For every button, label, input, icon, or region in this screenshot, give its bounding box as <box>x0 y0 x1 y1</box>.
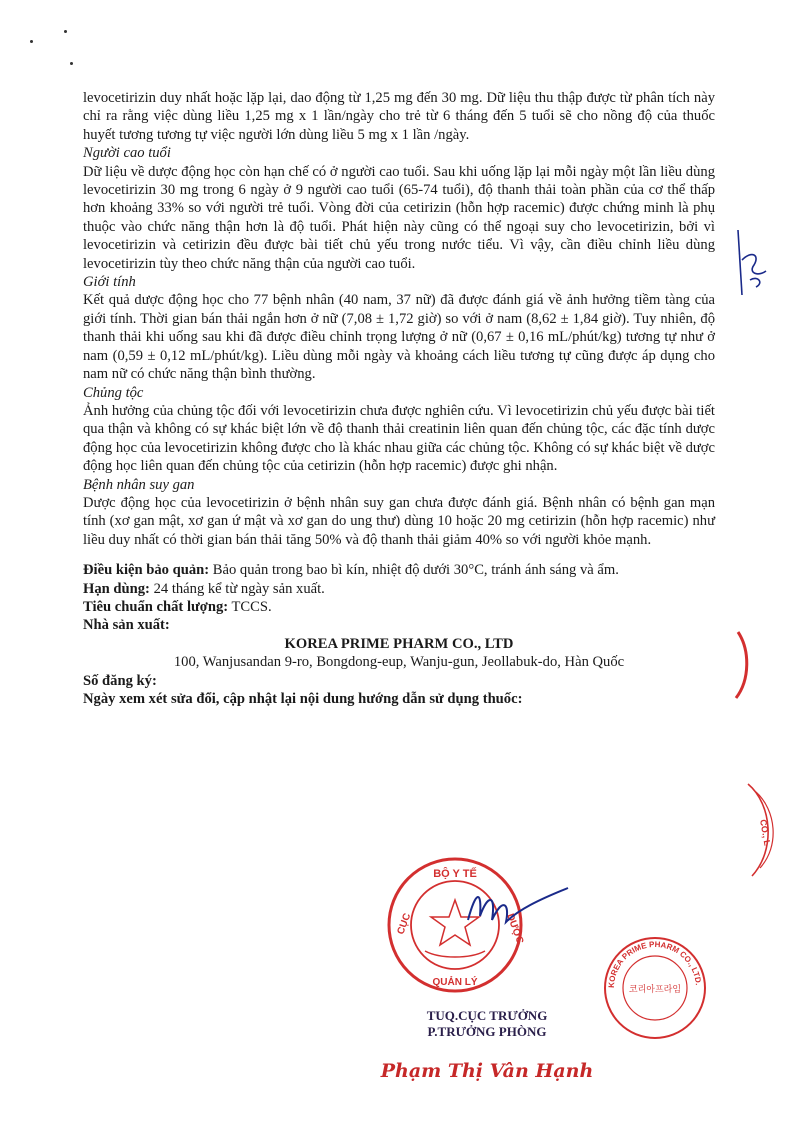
ministry-stamp-bottom: QUẢN LÝ <box>432 977 478 988</box>
edge-stamp-fragment-icon <box>730 780 790 880</box>
registration-label: Số đăng ký: <box>83 672 157 689</box>
heading-race: Chủng tộc <box>83 384 144 401</box>
heading-elderly: Người cao tuổi <box>83 145 171 162</box>
signature-title-block <box>372 1008 602 1040</box>
margin-initials-icon <box>728 225 778 305</box>
expiry-field <box>83 580 715 598</box>
document-body <box>83 89 715 708</box>
expiry-value: 24 tháng kể từ ngày sản xuất. <box>149 580 325 597</box>
paragraph-race: Ảnh hưởng của chủng tộc đối với levocetirizin chưa được nghiên cứu. Vì levocetirizin chủ yếu được bài tiết qua thận và không có sự khác biệt lớn về độ thanh thải creatinin liên quan đến chủng tộc, các đặc tính dược động học của levocetirizin không được cho là khác nhau giữa các chủng tộc. Không có sự khác biệt về dược động học liên quan đến chủng tộc của cetirizin (hỗn hợp racemic) được ghi nhận. <box>83 402 715 475</box>
manufacturer-name: KOREA PRIME PHARM CO., LTD <box>284 635 514 652</box>
signature-title-line2: P.TRƯỞNG PHÒNG <box>427 1024 547 1039</box>
paragraph-liver: Dược động học của levocetirizin ở bệnh nhân suy gan chưa được đánh giá. Bệnh nhân có bệnh gan mạn tính (xơ gan mật, xơ gan ứ mật và xơ gan do ung thư) dùng 10 hoặc 20 mg cetirizin (hỗn hợp racemic) như liều duy nhất có thời gian bán thải tăng 50% và độ thanh thải giảm 40% so với người khỏe mạnh. <box>83 494 715 548</box>
ministry-stamp-top: BỘ Y TẾ <box>433 868 477 880</box>
edge-stamp-arc-icon <box>728 630 758 700</box>
manufacturer-address: 100, Wanjusandan 9-ro, Bongdong-eup, Wanju-gun, Jeollabuk-do, Hàn Quốc <box>173 654 625 671</box>
storage-field <box>83 561 715 579</box>
review-date-label: Ngày xem xét sửa đổi, cập nhật lại nội dung hướng dẫn sử dụng thuốc: <box>83 691 523 707</box>
paragraph-elderly: Dữ liệu về dược động học còn hạn chế có ở người cao tuổi. Sau khi uống lặp lại mỗi ngày một lần liều dùng levocetirizin 30 mg trong 6 ngày ở 9 người cao tuổi (65-74 tuổi), độ thanh thải toàn phần của cơ thể thấp hơn khoảng 33% so với người trẻ tuổi. Vòng đời của cetirizin (hỗn hợp racemic) được chứng minh là phụ thuộc vào chức năng thận hơn là độ tuổi. Phát hiện này cũng có thể ngoại suy cho levocetirizin, bởi vì levocetirizin và cetirizin đều được bài tiết chủ yếu trong nước tiểu. Vì vậy, cần điều chỉnh liều dùng levocetirizin tùy theo chức năng thận của người cao tuổi. <box>83 163 715 272</box>
heading-gender: Giới tính <box>83 274 136 291</box>
storage-label: Điều kiện bảo quản: <box>83 562 210 579</box>
storage-value: Bảo quản trong bao bì kín, nhiệt độ dưới 30°C, tránh ánh sáng và ẩm. <box>209 562 619 579</box>
ministry-stamp-left: CỤC <box>395 911 414 937</box>
signatory-name: Phạm Thị Vân Hạnh <box>380 1060 594 1082</box>
manufacturer-label: Nhà sản xuất: <box>83 617 170 634</box>
paragraph-gender: Kết quả dược động học cho 77 bệnh nhân (40 nam, 37 nữ) đã được đánh giá về ảnh hưởng tiềm tàng của giới tính. Thời gian bán thải ngắn hơn ở nữ (7,08 ± 1,72 giờ) so với ở nam (8,62 ± 1,84 giờ). Tuy nhiên, độ thanh thải khi uống sau khi đã được điều chỉnh trọng lượng ở nữ (0,67 ± 0,16 mL/phút/kg) tương tự như ở nam (0,59 ± 0,12 mL/phút/kg). Liều dùng mỗi ngày và khoảng cách liều tương tự cũng được áp dụng cho nam nữ có chức năng thận bình thường. <box>83 292 715 383</box>
standard-field <box>83 598 715 616</box>
signature-scribble-icon <box>458 880 578 940</box>
paragraph-intro: levocetirizin duy nhất hoặc lặp lại, dao động từ 1,25 mg đến 30 mg. Dữ liệu thu thập được từ phân tích này chỉ ra rằng việc dùng liều 1,25 mg x 1 lần/ngày cho trẻ từ 6 tháng đến 5 tuổi sẽ cho nồng độ của thuốc huyết tương tương tự việc người lớn dùng liều 5 mg x 1 lần /ngày. <box>83 90 715 143</box>
edge-stamp-text: CO., L <box>758 818 773 847</box>
company-stamp-ring-text: KOREA PRIME PHARM CO., LTD. <box>606 939 703 989</box>
standard-value: TCCS. <box>228 598 272 615</box>
ministry-stamp-right: DƯỢC <box>504 912 526 946</box>
svg-text:KOREA PRIME PHARM CO., LTD. <box>607 940 703 988</box>
company-stamp-icon <box>602 935 708 1041</box>
signature-title-line1: TUQ.CỤC TRƯỞNG <box>426 1008 548 1023</box>
company-stamp-center: 코리아프라임 <box>628 985 682 995</box>
standard-label: Tiêu chuẩn chất lượng: <box>83 598 229 615</box>
heading-liver: Bệnh nhân suy gan <box>83 476 195 493</box>
expiry-label: Hạn dùng: <box>83 580 150 597</box>
